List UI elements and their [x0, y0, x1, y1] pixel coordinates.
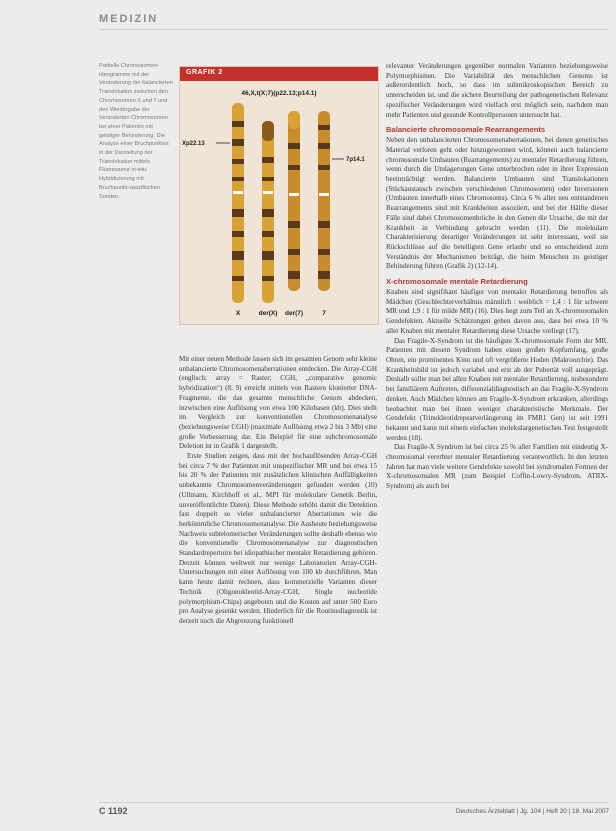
chromosome-7	[318, 111, 330, 291]
right-paragraph-1: Neben den unbalancierten Chromosomenaberrationen, bei denen genetisches Material verloren geht oder hinzugewonnen wird, können auch balancierte chromosomale Umbauten (Rearrangements) zu mentaler Retardierung führen, wenn durch die Umlagerungen Gene unterbrochen oder in ihrer Expression beeinträchtigt werden. Balancierte Umbauten sind Translokationen (Stückaustausch zwischen verschiedenen Chromosomen) oder Inversionen (Umbauten innerhalb eines Chromosoms). Circa 6 % aller neu entstandenen Rearrangements sind mit Krankheiten assoziiert, und bei der Hälfte dieser Fälle sind dabei Chromosomenbrüche in den Genen die Ursache, die mit der Krankheit in Verbindung gebracht werden (11). Die molekulare Charakterisierung derartiger Veränderungen ist sehr interessant, weil sie Rückschlüsse auf die beteiligten Gene erlaubt und so entscheidend zum Verständnis der Mechanismen beiträgt, die beim Menschen zu geistiger Behinderung führen (Grafik 2) (12-14).	[386, 136, 608, 271]
figure-label-bar	[180, 67, 378, 81]
left-column	[179, 355, 377, 627]
right-paragraph-2: Knaben sind signifikant häufiger von mentaler Retardierung betroffen als Mädchen (Geschlechterverhältnis männlich : weiblich = 1,4 : 1 für schwere MR und 1,9 : 1 für milde MR) (16). Dies liegt zum Teil an X-chromosomalen Gendefekten. Aktuelle Schätzungen gehen davon aus, dass bei etwa 10 % aller Knaben mit mentaler Retardierung diese Ursache vorliegt (17).	[386, 288, 608, 335]
chromosome-der-x	[262, 121, 274, 303]
karyotype-text: 46,X,t(X;7)(p22.13;p14.1)	[241, 90, 317, 97]
right-paragraph-4: Das Fragile-X Syndrom ist bei circa 25 % aller Familien mit eindeutig X-chromosomal vererbter mentaler Retardierung verantwortlich. In den letzten Jahren hat man viele weitere Gendefekte sowohl bei syndromalen Formen der X-chromosomalen MR (zum Beispiel Coffin-Lowry-Syndrom, ATRX-Syndrom) als auch bei	[386, 443, 608, 491]
chromosome-ideogram	[180, 81, 378, 324]
right-intro: relevanter Veränderungen gegenüber normalen Varianten beziehungsweise Polymorphismen. Die Variabilität des menschlichen Genoms ist außerordentlich hoch, so dass im submikroskopischen Bereich zu unterscheiden ist, und die sichere Beurteilung der pathogenetischen Relevanz spezifischer Veränderungen wird vielfach erst möglich sein, nachdem man mehr Patienten und gesunde Kontrollpersonen untersucht hat.	[386, 62, 608, 119]
chromosome-der-7	[288, 111, 300, 291]
figure-label: GRAFIK 2	[186, 69, 223, 76]
right-paragraph-3: Das Fragile-X-Syndrom ist die häufigste X-chromosomale Form der MR. Patienten mit diesem Syndrom haben einen großen Kopfumfang, große Ohren, ein prominentes Kinn und oft vergrößerte Hoden (Makroorchie). Das Krankheitsbild ist jedoch variabel und erst ab der Pubertät voll ausgeprägt. Deshalb sollte man bei allen Knaben mit mentaler Retardierung, insbesondere bei familiärem Auftreten, differenzialdiagnostisch an das Fragile-X-Syndrom denken. Auch Mädchen können am Fragile-X-Syndrom erkranken, allerdings beobachtet man bei ihnen weniger charakteristische Merkmale. Der Gendefekt (Trinukleotidrepeatverlängerung im FMR1 Gen) ist seit 1991 bekannt und kann mit einem einfachen molekulargenetischen Test festgestellt werden (18).	[386, 336, 608, 442]
header-rule	[99, 29, 609, 30]
heading-balanced-rearrangements: Balancierte chromosomale Rearrangements	[386, 125, 546, 135]
7p14-label: 7p14.1	[346, 157, 365, 163]
page-number: C 1192	[99, 806, 128, 816]
chrom-label-der-7: der(7)	[284, 310, 304, 317]
figure-caption: Partielle Chromosomen-Ideogramme mit der Veränderung der balancierten Translokation zwischen den Chromosomen X und 7 und den Wiedergabe der Veränderten Chromosomen bei einer Patientin mit geistiger Behinderung. Die Analyse einer Bruchpunktes in der Darstellung der Translokation mittels Fluoreszenz-in-situ-Hybridisierung mit Bruchpunkt-spezifischen Sonden.	[99, 63, 173, 200]
left-paragraph-2: Erste Studien zeigen, dass mit der hochauflösenden Array-CGH bei circa 7 % der Patienten mit unspezifischer MR und bei etwa 15 bis 20 % der Patienten mit zusätzlichen klinischen Auffälligkeiten unbekannte Chromosomenveränderungen gefunden werden (10) (Ullmann, Kirchhoff et al., MPI für molekulare Genetik Berlin, unveröffentlichte Daten). Diese Methode erhöht damit die Detektion fast doppelt so vieler unbalancierter Aberrationen wie die herkömmliche Chromosomenanalyse. Die Ausbeute beziehungsweise Nachweis subtelomerischer Veränderungen sollte deshalb ebenso wie die konventionelle Chromosomenanalyse zur diagnostischen Standardrepertoire bei idiopathischer mentaler Retardierung gehören. Derzeit können weltweit nur wenige Laboratorien Array-CGH-Untersuchungen mit einer Auflösung von 100 kb durchführen. Man kann heute damit rechnen, dass kommerzielle Varianten dieser Technik (Oligonukleotid-Array-CGH, Single nucleotide polymorphism-Chips) angeboten und die Kosten auf unter 500 Euro pro Analyse gesenkt werden. Hinderlich für die Routinediagnostik ist derzeit noch die Abgrenzung funktionell	[179, 452, 377, 625]
right-column	[386, 62, 608, 492]
footer-rule	[99, 802, 609, 803]
xp22-label: Xp22.13	[182, 141, 205, 147]
chrom-label-x: X	[235, 310, 241, 317]
chrom-label-der-x: der(X)	[258, 310, 278, 317]
heading-x-linked-retardation: X-chromosomale mentale Retardierung	[386, 277, 528, 287]
section-header: MEDIZIN	[99, 13, 159, 25]
chrom-label-7: 7	[322, 310, 326, 317]
chromosome-x	[232, 103, 244, 303]
figure-grafik-2	[179, 66, 379, 325]
left-paragraph-1: Mit einer neuen Methode lassen sich im gesamten Genom sehr kleine unbalancierte Chromosomenaberrationen entdecken. Die Array-CGH (englisch: array = Raster; CGH, „comparative genomic hybridization“) (8, 9) erreicht mittels von Rastern klonierter DNA-Fragmente, die das gesamte menschliche Genom abdecken, inzwischen eine Auflösung von etwa 100 Kilobasen (kb). Dies stellt im Vergleich zur konventionellen Chromosomenanalyse (beziehungsweise CGH) (maximale Auflösung etwa 2 bis 3 Mb) eine große Verbesserung dar. Ein Beispiel für eine subchromosomale Deletion ist in Grafik 1 dargestellt.	[179, 355, 377, 451]
journal-citation: Deutsches Ärzteblatt | Jg. 104 | Heft 20 | 18. Mai 2007	[455, 808, 609, 815]
